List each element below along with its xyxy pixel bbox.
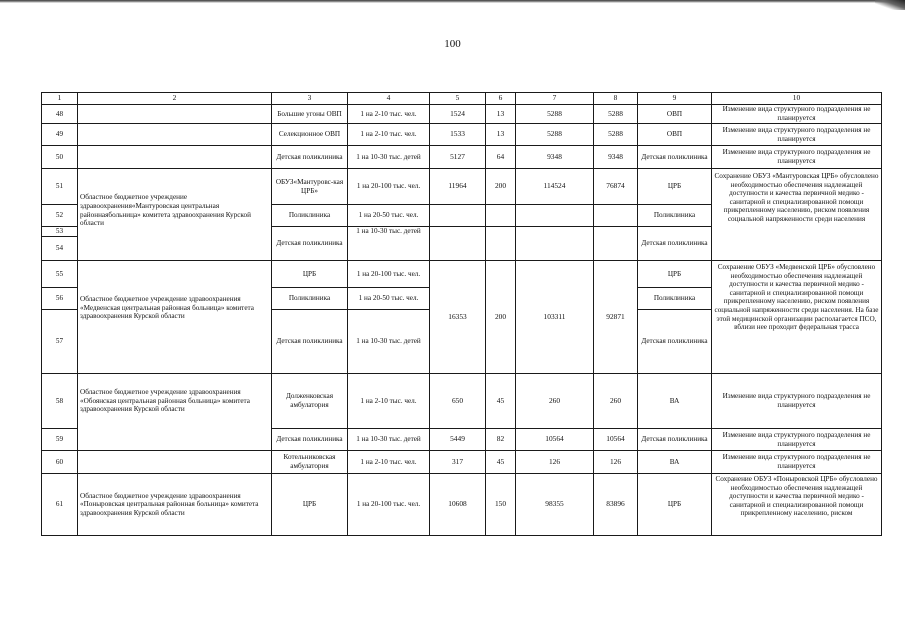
- value-cell: 103311: [516, 261, 594, 374]
- type-cell: ОВП: [638, 105, 712, 124]
- table-row: [42, 105, 882, 124]
- type-cell: Детская поликлиника: [638, 227, 712, 261]
- value-cell: 13: [486, 124, 516, 146]
- value-cell: 45: [486, 451, 516, 474]
- value-cell: 5288: [594, 124, 638, 146]
- value-cell: 92871: [594, 261, 638, 374]
- header-cell: 2: [78, 93, 272, 105]
- note-cell: Изменение вида структурного подразделения не планируется: [712, 429, 882, 451]
- value-cell: 150: [486, 474, 516, 536]
- type-cell: Детская поликлиника: [638, 310, 712, 374]
- value-cell: 10564: [516, 429, 594, 451]
- served-cell: 1 на 2-10 тыс. чел.: [348, 374, 430, 429]
- unit-cell: Поликлиника: [272, 205, 348, 227]
- table-row: [42, 169, 882, 205]
- org-cell: [78, 105, 272, 124]
- type-cell: Поликлиника: [638, 288, 712, 310]
- type-cell: ВА: [638, 374, 712, 429]
- value-cell: 126: [594, 451, 638, 474]
- header-row: [42, 93, 882, 105]
- header-cell: 6: [486, 93, 516, 105]
- value-cell: 10564: [594, 429, 638, 451]
- value-cell: 5288: [516, 124, 594, 146]
- value-cell: 9348: [516, 146, 594, 169]
- header-cell: 4: [348, 93, 430, 105]
- served-cell: 1 на 20-50 тыс. чел.: [348, 205, 430, 227]
- row-number: 48: [42, 105, 78, 124]
- unit-cell: ЦРБ: [272, 261, 348, 288]
- value-cell: 64: [486, 146, 516, 169]
- value-cell: 200: [486, 169, 516, 205]
- org-cell: [78, 451, 272, 474]
- table-row: [42, 374, 882, 429]
- value-cell: 9348: [594, 146, 638, 169]
- value-cell: 5288: [594, 105, 638, 124]
- value-cell: 1524: [430, 105, 486, 124]
- type-cell: ВА: [638, 451, 712, 474]
- table-row: [42, 474, 882, 536]
- value-cell: 45: [486, 374, 516, 429]
- unit-cell: Детская поликлиника: [272, 227, 348, 261]
- value-cell: 650: [430, 374, 486, 429]
- data-table: [41, 92, 882, 536]
- value-cell: [516, 205, 594, 227]
- unit-cell: ЦРБ: [272, 474, 348, 536]
- unit-cell: Детская поликлиника: [272, 310, 348, 374]
- note-cell: Сохранение ОБУЗ «Поныровской ЦРБ» обусловлено необходимостью обеспечения надлежащей доступности и качества первичной медико - санитарной и специализированной помощи прикрепленному населению, риском: [712, 474, 882, 536]
- note-cell: Изменение вида структурного подразделения не планируется: [712, 105, 882, 124]
- row-number: 58: [42, 374, 78, 429]
- row-number: 51: [42, 169, 78, 205]
- type-cell: ЦРБ: [638, 474, 712, 536]
- note-cell: Изменение вида структурного подразделения не планируется: [712, 146, 882, 169]
- type-cell: Поликлиника: [638, 205, 712, 227]
- value-cell: 13: [486, 105, 516, 124]
- served-cell: 1 на 20-100 тыс. чел.: [348, 474, 430, 536]
- table-row: [42, 146, 882, 169]
- value-cell: [486, 227, 516, 261]
- served-cell: 1 на 2-10 тыс. чел.: [348, 124, 430, 146]
- note-cell: Сохранение ОБУЗ «Медвенской ЦРБ» обусловлено необходимостью обеспечения надлежащей доступности и качества первичной медико - санитарной и специализированной помощи прикрепленному населению, риском появления социальной напряженности среди населения. На базе этой медицинской организации располагается ПСО, вблизи нее проходит федеральная трасса: [712, 261, 882, 374]
- org-cell: Областное бюджетное учреждение здравоохранения «Медвенская центральная районная больница» комитета здравоохранения Курской области: [78, 261, 272, 374]
- note-cell: Изменение вида структурного подразделения не планируется: [712, 374, 882, 429]
- header-cell: 8: [594, 93, 638, 105]
- org-cell: [78, 146, 272, 169]
- served-cell: 1 на 20-100 тыс. чел.: [348, 261, 430, 288]
- value-cell: [430, 205, 486, 227]
- served-cell: 1 на 20-50 тыс. чел.: [348, 288, 430, 310]
- scan-edge-shadow: [0, 0, 905, 3]
- value-cell: [594, 205, 638, 227]
- row-number: 53: [42, 227, 78, 237]
- page-number: 100: [444, 38, 461, 50]
- row-number: 49: [42, 124, 78, 146]
- value-cell: 260: [516, 374, 594, 429]
- unit-cell: Селекционное ОВП: [272, 124, 348, 146]
- served-cell: 1 на 10-30 тыс. детей: [348, 429, 430, 451]
- unit-cell: Котельниковская амбулатория: [272, 451, 348, 474]
- row-number: 59: [42, 429, 78, 451]
- served-cell: 1 на 20-100 тыс. чел.: [348, 169, 430, 205]
- value-cell: 317: [430, 451, 486, 474]
- value-cell: [486, 205, 516, 227]
- type-cell: ЦРБ: [638, 261, 712, 288]
- unit-cell: Детская поликлиника: [272, 429, 348, 451]
- row-number: 57: [42, 310, 78, 374]
- value-cell: 83896: [594, 474, 638, 536]
- value-cell: 200: [486, 261, 516, 374]
- header-cell: 9: [638, 93, 712, 105]
- org-cell: Областное бюджетное учреждение здравоохранения«Мантуровская центральная районнаябольница» комитета здравоохранения Курской области: [78, 169, 272, 261]
- value-cell: [516, 227, 594, 261]
- value-cell: 5127: [430, 146, 486, 169]
- value-cell: 16353: [430, 261, 486, 374]
- row-number: 50: [42, 146, 78, 169]
- served-cell: 1 на 2-10 тыс. чел.: [348, 105, 430, 124]
- value-cell: 260: [594, 374, 638, 429]
- value-cell: 10608: [430, 474, 486, 536]
- value-cell: 76874: [594, 169, 638, 205]
- org-cell: [78, 124, 272, 146]
- value-cell: 5288: [516, 105, 594, 124]
- scan-corner-shadow: [875, 0, 905, 10]
- note-cell: Сохранение ОБУЗ «Мантуровская ЦРБ» обусловлено необходимостью обеспечения надлежащей доступности и качества первичной медико - санитарной и специализированной помощи прикрепленному населению, риском появления социальной напряженности среди населения: [712, 169, 882, 261]
- org-cell: Областное бюджетное учреждение здравоохранения «Поныровская центральная районная больница» комитета здравоохранения Курской области: [78, 474, 272, 536]
- note-cell: Изменение вида структурного подразделения не планируется: [712, 124, 882, 146]
- value-cell: 5449: [430, 429, 486, 451]
- unit-cell: Долженковская амбулатория: [272, 374, 348, 429]
- row-number: 54: [42, 237, 78, 261]
- table-row: [42, 451, 882, 474]
- header-cell: 3: [272, 93, 348, 105]
- value-cell: 82: [486, 429, 516, 451]
- value-cell: 1533: [430, 124, 486, 146]
- header-cell: 10: [712, 93, 882, 105]
- value-cell: 98355: [516, 474, 594, 536]
- served-cell: 1 на 2-10 тыс. чел.: [348, 451, 430, 474]
- header-cell: 5: [430, 93, 486, 105]
- row-number: 52: [42, 205, 78, 227]
- row-number: 60: [42, 451, 78, 474]
- value-cell: [430, 227, 486, 261]
- row-number: 56: [42, 288, 78, 310]
- type-cell: Детская поликлиника: [638, 146, 712, 169]
- value-cell: 126: [516, 451, 594, 474]
- unit-cell: Поликлиника: [272, 288, 348, 310]
- header-cell: 7: [516, 93, 594, 105]
- table-row: [42, 261, 882, 288]
- note-cell: Изменение вида структурного подразделения не планируется: [712, 451, 882, 474]
- unit-cell: Большие угоны ОВП: [272, 105, 348, 124]
- value-cell: 114524: [516, 169, 594, 205]
- value-cell: 11964: [430, 169, 486, 205]
- value-cell: [594, 227, 638, 261]
- type-cell: ОВП: [638, 124, 712, 146]
- org-cell: Областное бюджетное учреждение здравоохранения «Обоянская центральная районная больница» комитета здравоохранения Курской области: [78, 374, 272, 451]
- table-row: [42, 124, 882, 146]
- served-cell: 1 на 10-30 тыс. детей: [348, 310, 430, 374]
- row-number: 61: [42, 474, 78, 536]
- header-cell: 1: [42, 93, 78, 105]
- unit-cell: ОБУЗ«Мантуровс-кая ЦРБ»: [272, 169, 348, 205]
- served-cell: 1 на 10-30 тыс. детей: [348, 227, 430, 261]
- type-cell: Детская поликлиника: [638, 429, 712, 451]
- served-cell: 1 на 10-30 тыс. детей: [348, 146, 430, 169]
- unit-cell: Детская поликлиника: [272, 146, 348, 169]
- type-cell: ЦРБ: [638, 169, 712, 205]
- row-number: 55: [42, 261, 78, 288]
